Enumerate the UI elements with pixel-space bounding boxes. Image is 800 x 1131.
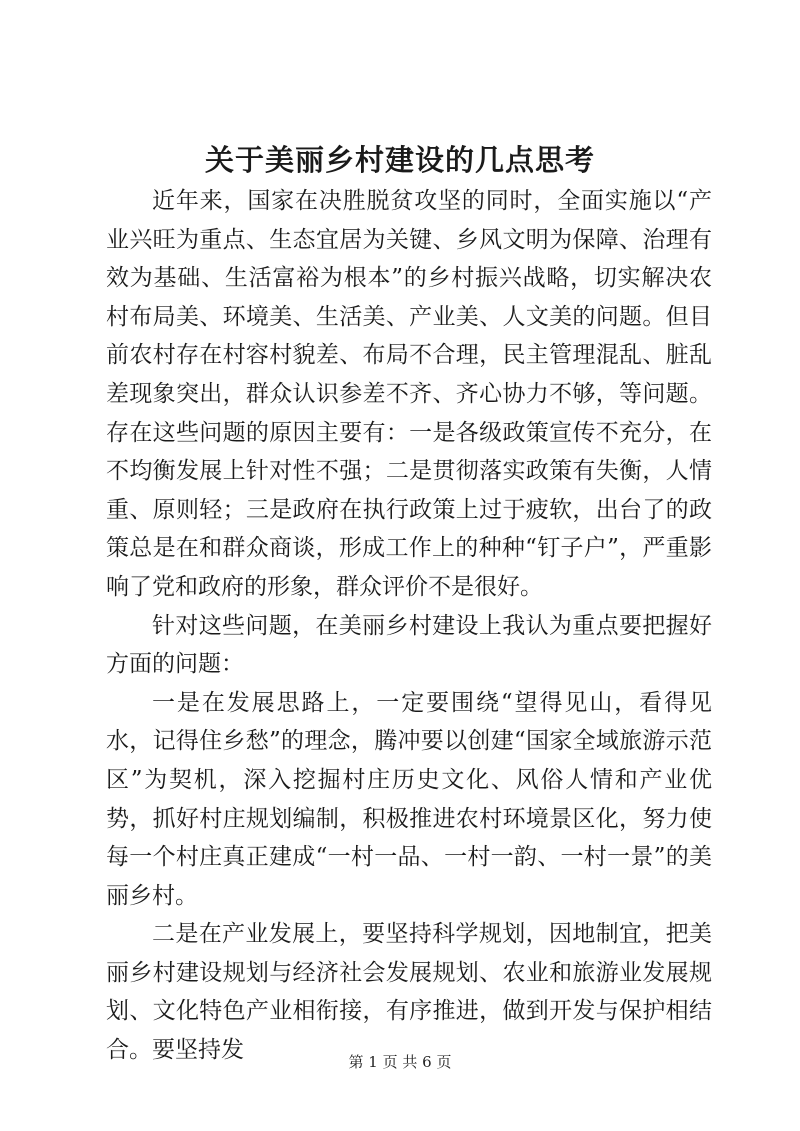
paragraph-4: 二是在产业发展上，要坚持科学规划，因地制宜，把美丽乡村建设规划与经济社会发展规划、农业和旅游业发展规划、文化特色产业相衔接，有序推进，做到开发与保护相结合。要坚持发 bbox=[106, 921, 712, 1064]
page-number-footer: 第 1 页 共 6 页 bbox=[348, 1053, 452, 1071]
document-title: 关于美丽乡村建设的几点思考 bbox=[204, 143, 595, 177]
paragraph-1: 近年来，国家在决胜脱贫攻坚的同时，全面实施以“产业兴旺为重点、生态宜居为关键、乡风文明为保障、治理有效为基础、生活富裕为根本”的乡村振兴战略，切实解决农村布局美、环境美、生活美、产业美、人文美的问题。但目前农村存在村容村貌差、布局不合理，民主管理混乱、脏乱差现象突出，群众认识参差不齐、齐心协力不够，等问题。存在这些问题的原因主要有：一是各级政策宣传不充分，在不均衡发展上针对性不强；二是贯彻落实政策有失衡，人情重、原则轻；三是政府在执行政策上过于疲软，出台了的政策总是在和群众商谈，形成工作上的种种“钉子户”，严重影响了党和政府的形象，群众评价不是很好。 bbox=[106, 188, 712, 600]
document-body bbox=[106, 182, 712, 1070]
paragraph-2: 针对这些问题，在美丽乡村建设上我认为重点要把握好方面的问题： bbox=[106, 612, 712, 678]
paragraph-3: 一是在发展思路上，一定要围绕“望得见山，看得见水，记得住乡愁”的理念，腾冲要以创建“国家全域旅游示范区”为契机，深入挖掘村庄历史文化、风俗人情和产业优势，抓好村庄规划编制，积极推进农村环境景区化，努力使每一个村庄真正建成“一村一品、一村一韵、一村一景”的美丽乡村。 bbox=[106, 689, 712, 909]
